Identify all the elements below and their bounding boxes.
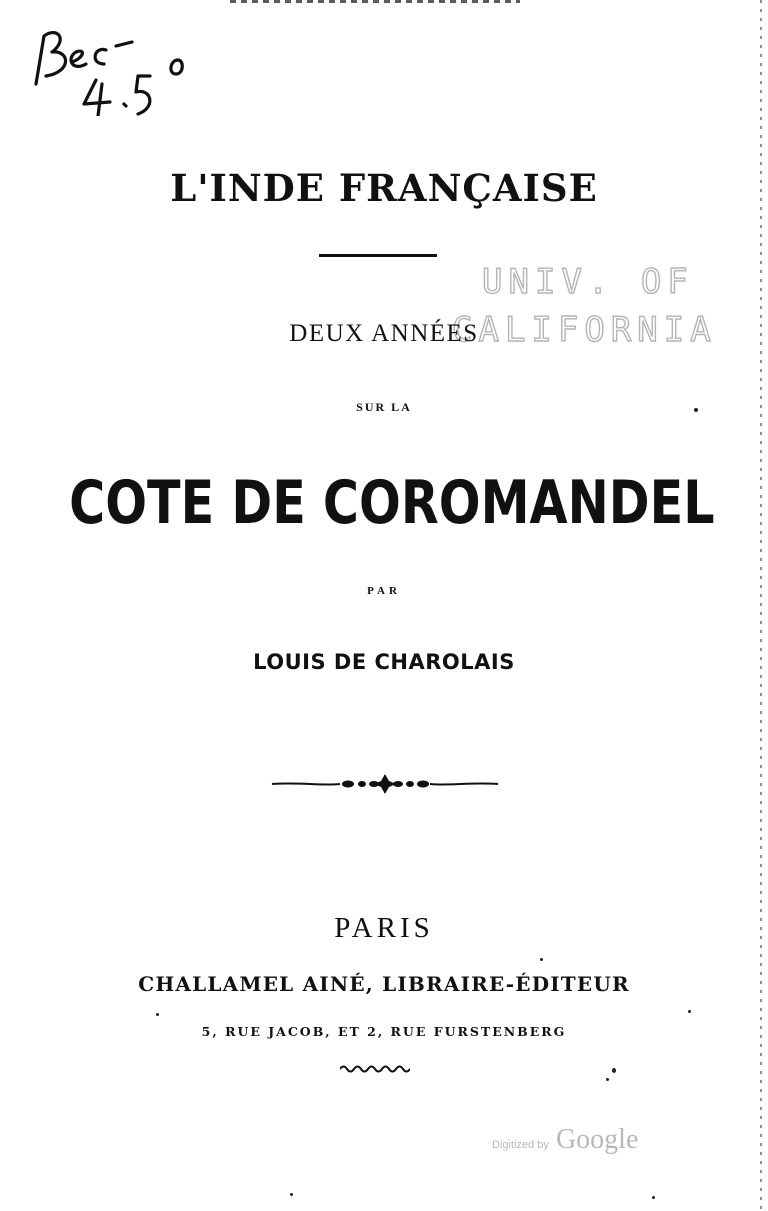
subtitle: DEUX ANNÉES: [289, 320, 479, 347]
book-title: L'INDE FRANÇAISE: [170, 166, 598, 210]
author-name: LOUIS DE CHAROLAIS: [253, 650, 515, 674]
by-line: PAR: [367, 585, 401, 597]
watermark-brand: Google: [555, 1124, 639, 1155]
ornament-divider: [270, 770, 500, 798]
ink-speck: [606, 1078, 609, 1081]
library-perforation-stamp: [452, 262, 752, 372]
imprint-city: PARIS: [334, 912, 434, 944]
ink-speck: [540, 958, 543, 961]
wavy-rule: [340, 1064, 410, 1074]
connector-text: SUR LA: [356, 400, 412, 414]
title-divider: [319, 254, 437, 257]
top-edge-scan-artifact: [230, 0, 520, 3]
ink-speck: [652, 1196, 655, 1199]
ink-speck: [694, 408, 698, 412]
handwritten-shelfmark: [28, 6, 198, 116]
ink-speck: [612, 1068, 616, 1073]
imprint-address: 5, RUE JACOB, ET 2, RUE FURSTENBERG: [201, 1024, 567, 1039]
imprint-publisher: CHALLAMEL AINÉ, LIBRAIRE-ÉDITEUR: [138, 972, 630, 996]
ink-speck: [156, 1013, 159, 1016]
ink-speck: [290, 1193, 293, 1196]
watermark-prefix: Digitized by: [492, 1139, 549, 1151]
stamp-line-1: UNIV. OF: [482, 262, 694, 302]
ink-speck: [688, 1010, 691, 1013]
digitized-by-google-watermark: [492, 1124, 638, 1156]
stamp-line-2: CALIFORNIA: [452, 310, 717, 350]
main-title: COTE DE COROMANDEL: [69, 468, 715, 538]
